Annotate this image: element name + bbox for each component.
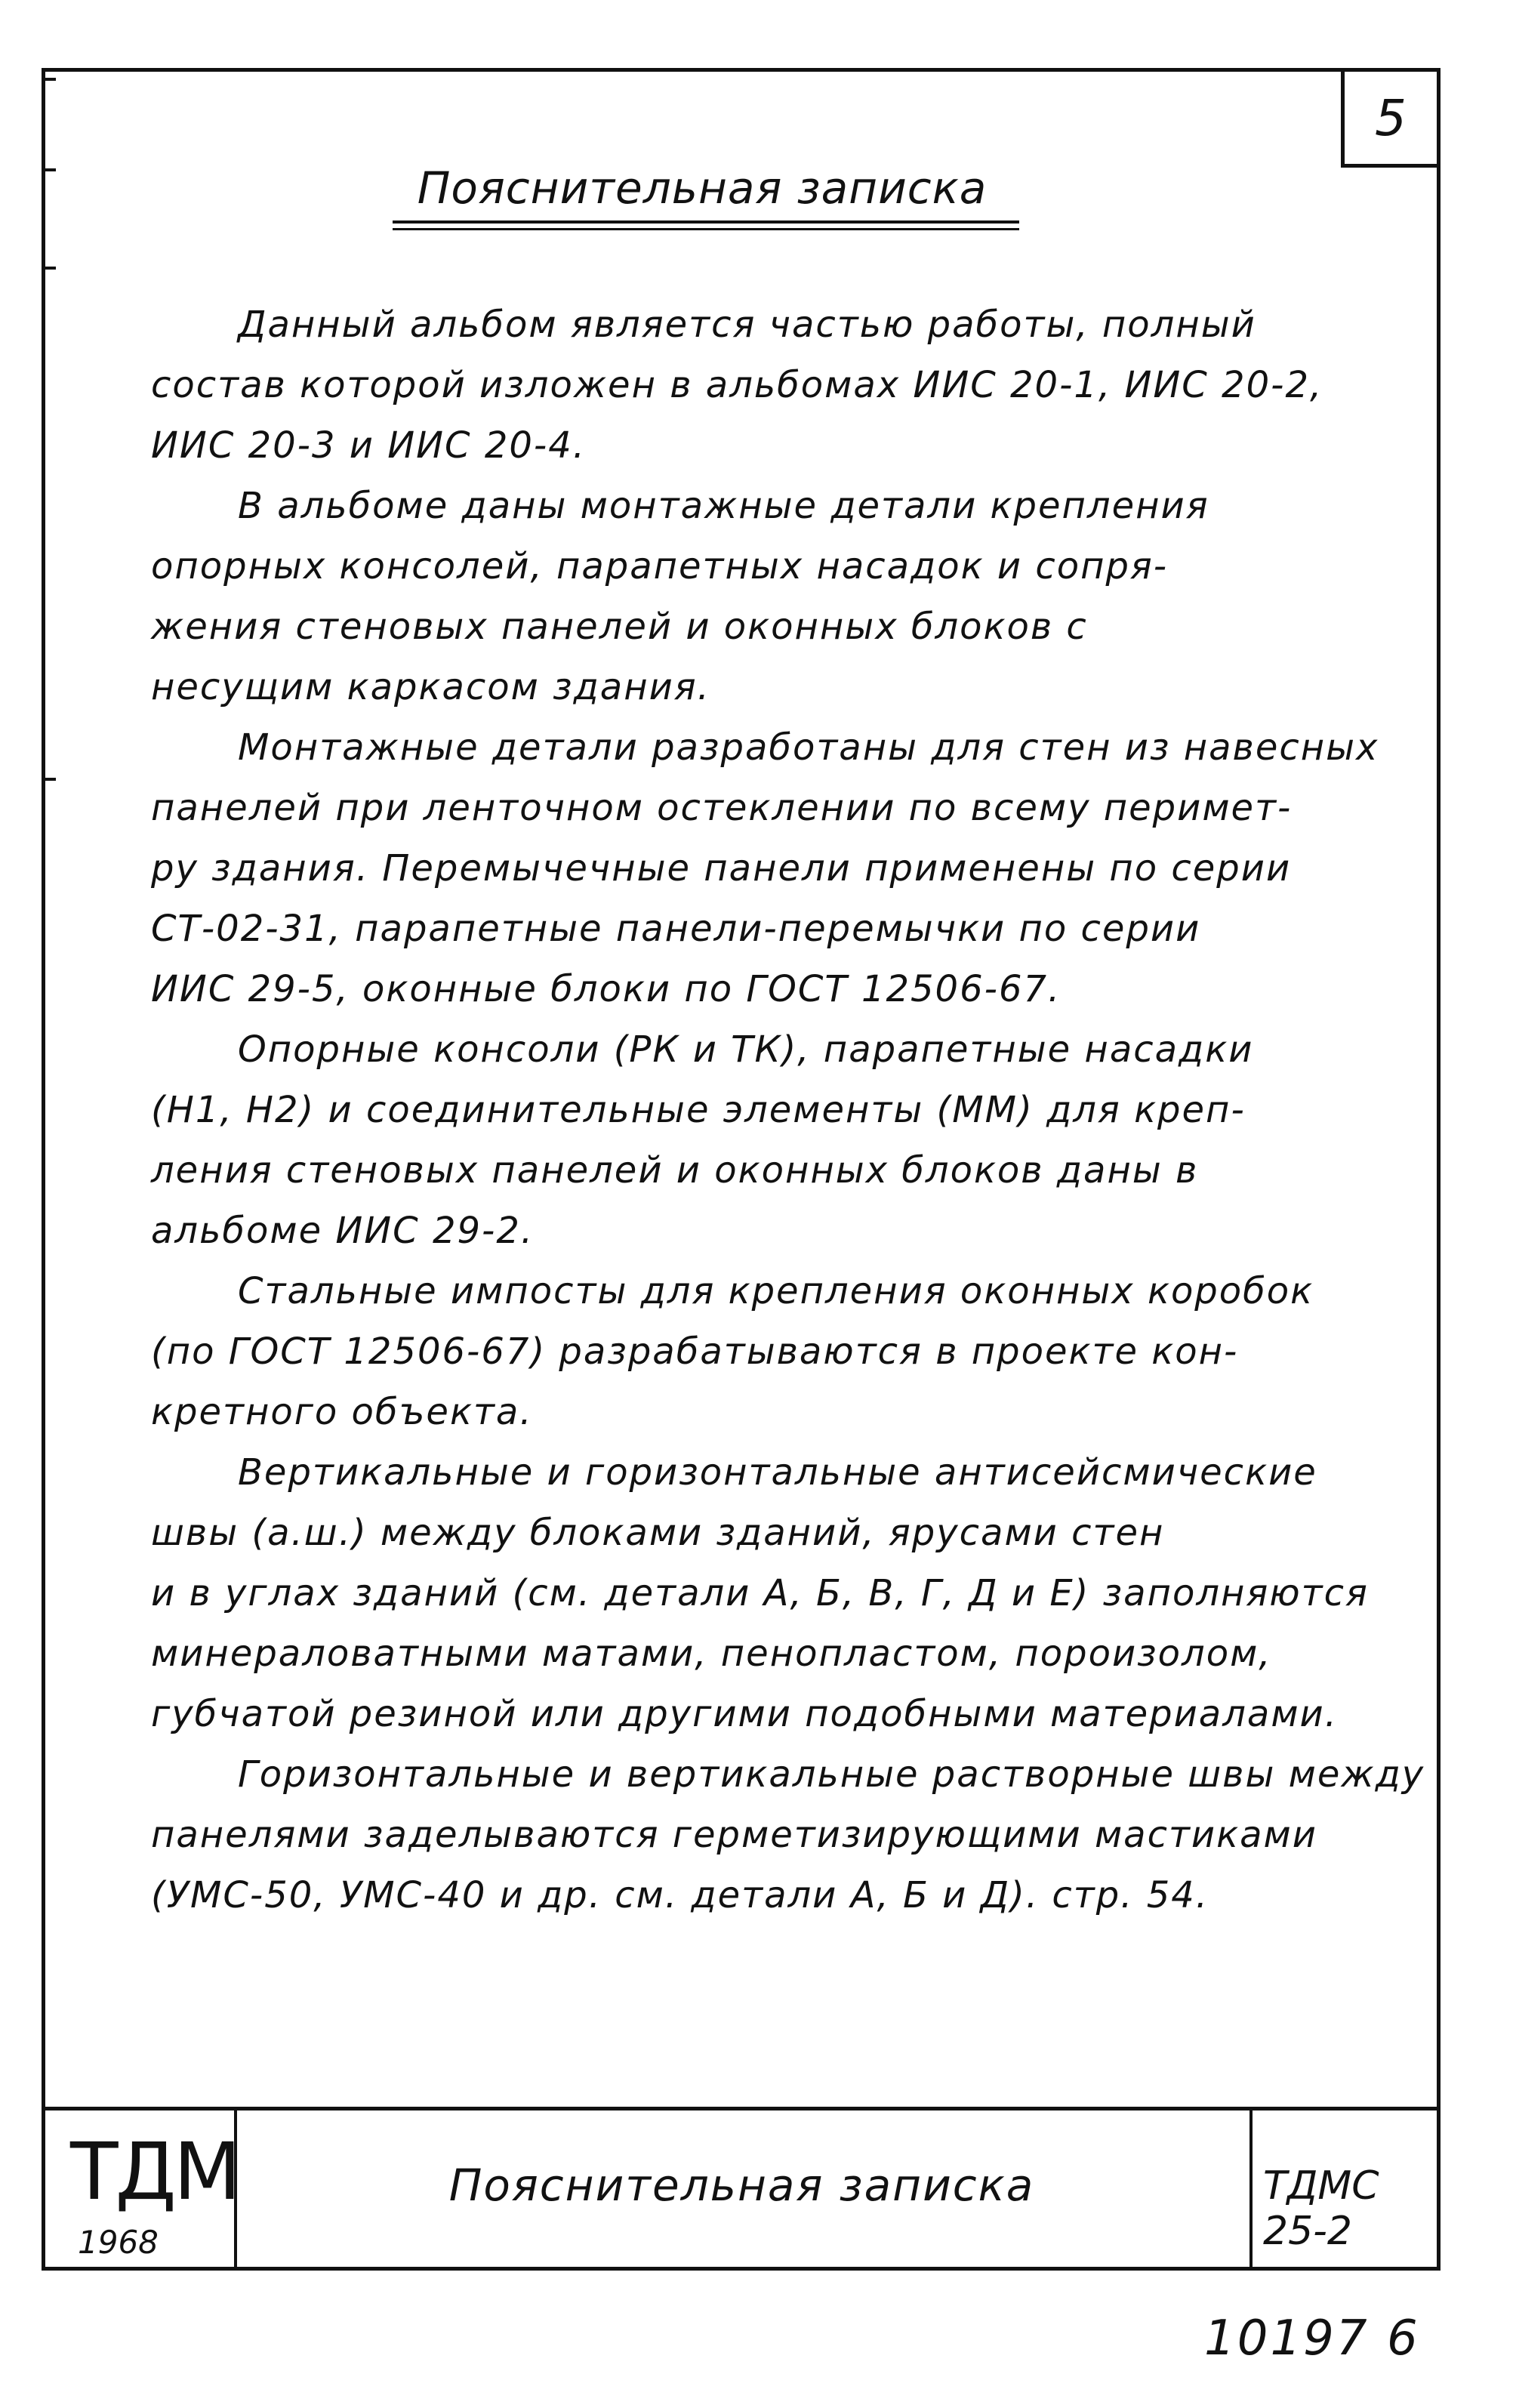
text-line: (Н1, Н2) и соединительные элементы (ММ) для креп- bbox=[151, 1089, 1246, 1131]
text-line: несущим каркасом здания. bbox=[151, 666, 710, 708]
text-line: ления стеновых панелей и оконных блоков даны в bbox=[151, 1149, 1199, 1192]
text-line: губчатой резиной или другими подобными материалами. bbox=[151, 1693, 1338, 1735]
title-block-org-cell bbox=[42, 2110, 237, 2271]
text-line: В альбоме даны монтажные детали крепления bbox=[238, 485, 1209, 527]
binding-tick bbox=[45, 78, 56, 81]
binding-tick bbox=[45, 168, 56, 171]
text-line: (УМС-50, УМС-40 и др. см. детали А, Б и Д). стр. 54. bbox=[151, 1874, 1209, 1916]
text-line: швы (а.ш.) между блоками зданий, ярусами стен bbox=[151, 1512, 1165, 1554]
page-title: Пояснительная записка bbox=[417, 162, 988, 214]
text-line: опорных консолей, парапетных насадок и сопря- bbox=[151, 545, 1169, 587]
document-code: ТДМС 25-2 bbox=[1263, 2163, 1379, 2254]
page-number: 5 bbox=[1341, 68, 1441, 168]
text-line: альбоме ИИС 29-2. bbox=[151, 1210, 535, 1252]
archive-number: 10197 6 bbox=[1204, 2311, 1420, 2366]
text-line: панелями заделываются герметизирующими мастиками bbox=[151, 1814, 1317, 1856]
text-line: минераловатными матами, пенопластом, пороизолом, bbox=[151, 1633, 1272, 1675]
note-body bbox=[151, 294, 1425, 1925]
binding-tick bbox=[45, 267, 56, 270]
text-line: кретного объекта. bbox=[151, 1391, 533, 1433]
text-line: Горизонтальные и вертикальные растворные швы между bbox=[238, 1753, 1425, 1796]
text-line: Данный альбом является частью работы, полный bbox=[238, 304, 1256, 346]
text-line: Вертикальные и горизонтальные антисейсмические bbox=[238, 1451, 1317, 1494]
text-line: ИИС 20-3 и ИИС 20-4. bbox=[151, 424, 587, 467]
text-line: Стальные импосты для крепления оконных коробок bbox=[238, 1270, 1314, 1312]
title-underline bbox=[393, 228, 1019, 230]
title-block-title-cell bbox=[234, 2110, 1253, 2271]
organization-logo: ТДМ bbox=[70, 2126, 239, 2218]
title-underline bbox=[393, 220, 1019, 224]
text-line: Монтажные детали разработаны для стен из навесных bbox=[238, 726, 1379, 769]
stamp-year: 1968 bbox=[78, 2224, 159, 2261]
title-block bbox=[42, 2107, 1441, 2271]
text-line: жения стеновых панелей и оконных блоков с bbox=[151, 606, 1088, 648]
text-line: СТ-02-31, парапетные панели-перемычки по серии bbox=[151, 908, 1201, 950]
text-line: Опорные консоли (РК и ТК), парапетные насадки bbox=[238, 1028, 1254, 1071]
text-line: и в углах зданий (см. детали А, Б, В, Г, Д и Е) заполняются bbox=[151, 1572, 1369, 1614]
stamp-document-title: Пояснительная записка bbox=[448, 2160, 1035, 2211]
text-line: (по ГОСТ 12506-67) разрабатываются в проекте кон- bbox=[151, 1330, 1239, 1373]
binding-tick bbox=[45, 778, 56, 781]
text-line: ру здания. Перемычечные панели применены по серии bbox=[151, 847, 1292, 890]
text-line: состав которой изложен в альбомах ИИС 20-1, ИИС 20-2, bbox=[151, 364, 1323, 406]
text-line: ИИС 29-5, оконные блоки по ГОСТ 12506-67. bbox=[151, 968, 1062, 1010]
title-block-code-cell bbox=[1249, 2110, 1437, 2271]
text-line: панелей при ленточном остеклении по всему перимет- bbox=[151, 787, 1293, 829]
